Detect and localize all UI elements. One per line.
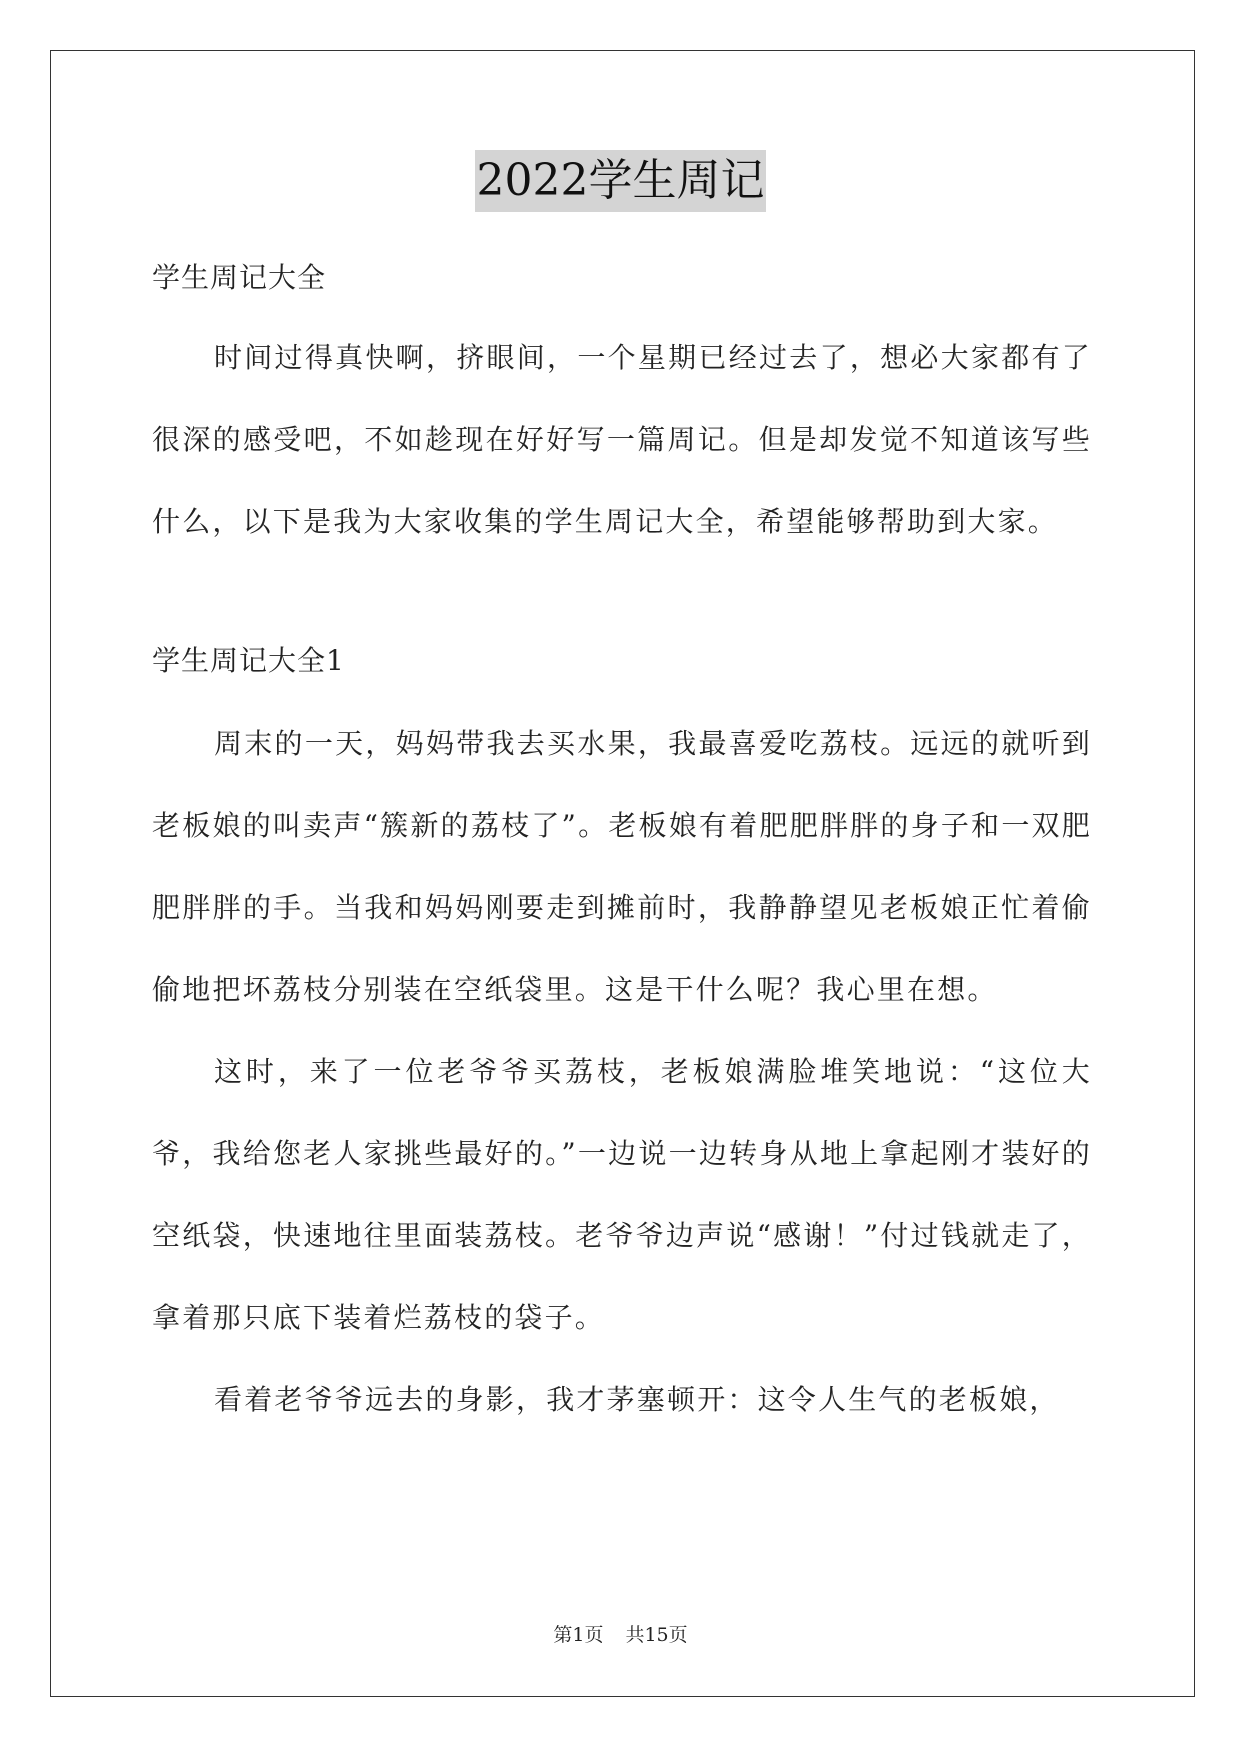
section-heading-2: 学生周记大全1	[152, 644, 345, 677]
section-heading-1: 学生周记大全	[152, 261, 327, 294]
body-paragraph: 这时，来了一位老爷爷买荔枝，老板娘满脸堆笑地说：“这位大爷，我给您老人家挑些最好的。”一边说一边转身从地上拿起刚才装好的空纸袋，快速地往里面装荔枝。老爷爷边声说“感谢！”付过钱就走了，拿着那只底下装着烂荔枝的袋子。	[152, 1055, 1092, 1334]
spacer	[152, 298, 1092, 317]
title-container	[0, 150, 1241, 212]
spacer	[152, 563, 1092, 641]
page-number: 第1页	[553, 1624, 604, 1646]
body-paragraph: 周末的一天，妈妈带我去买水果，我最喜爱吃荔枝。远远的就听到老板娘的叫卖声“簇新的荔枝了”。老板娘有着肥肥胖胖的身子和一双肥肥胖胖的手。当我和妈妈刚要走到摊前时，我静静望见老板娘正忙着偷偷地把坏荔枝分别装在空纸袋里。这是干什么呢？我心里在想。	[152, 727, 1092, 1006]
document-body	[152, 258, 1092, 1441]
spacer	[152, 681, 1092, 703]
intro-paragraph: 时间过得真快啊，挤眼间，一个星期已经过去了，想必大家都有了很深的感受吧，不如趁现在好好写一篇周记。但是却发觉不知道该写些什么，以下是我为大家收集的学生周记大全，希望能够帮助到大家。	[152, 341, 1092, 538]
page-total: 共15页	[625, 1624, 688, 1646]
document-title: 2022学生周记	[475, 150, 767, 212]
page-footer	[0, 1620, 1241, 1647]
body-paragraph: 看着老爷爷远去的身影，我才茅塞顿开：这令人生气的老板娘，	[214, 1383, 1060, 1416]
